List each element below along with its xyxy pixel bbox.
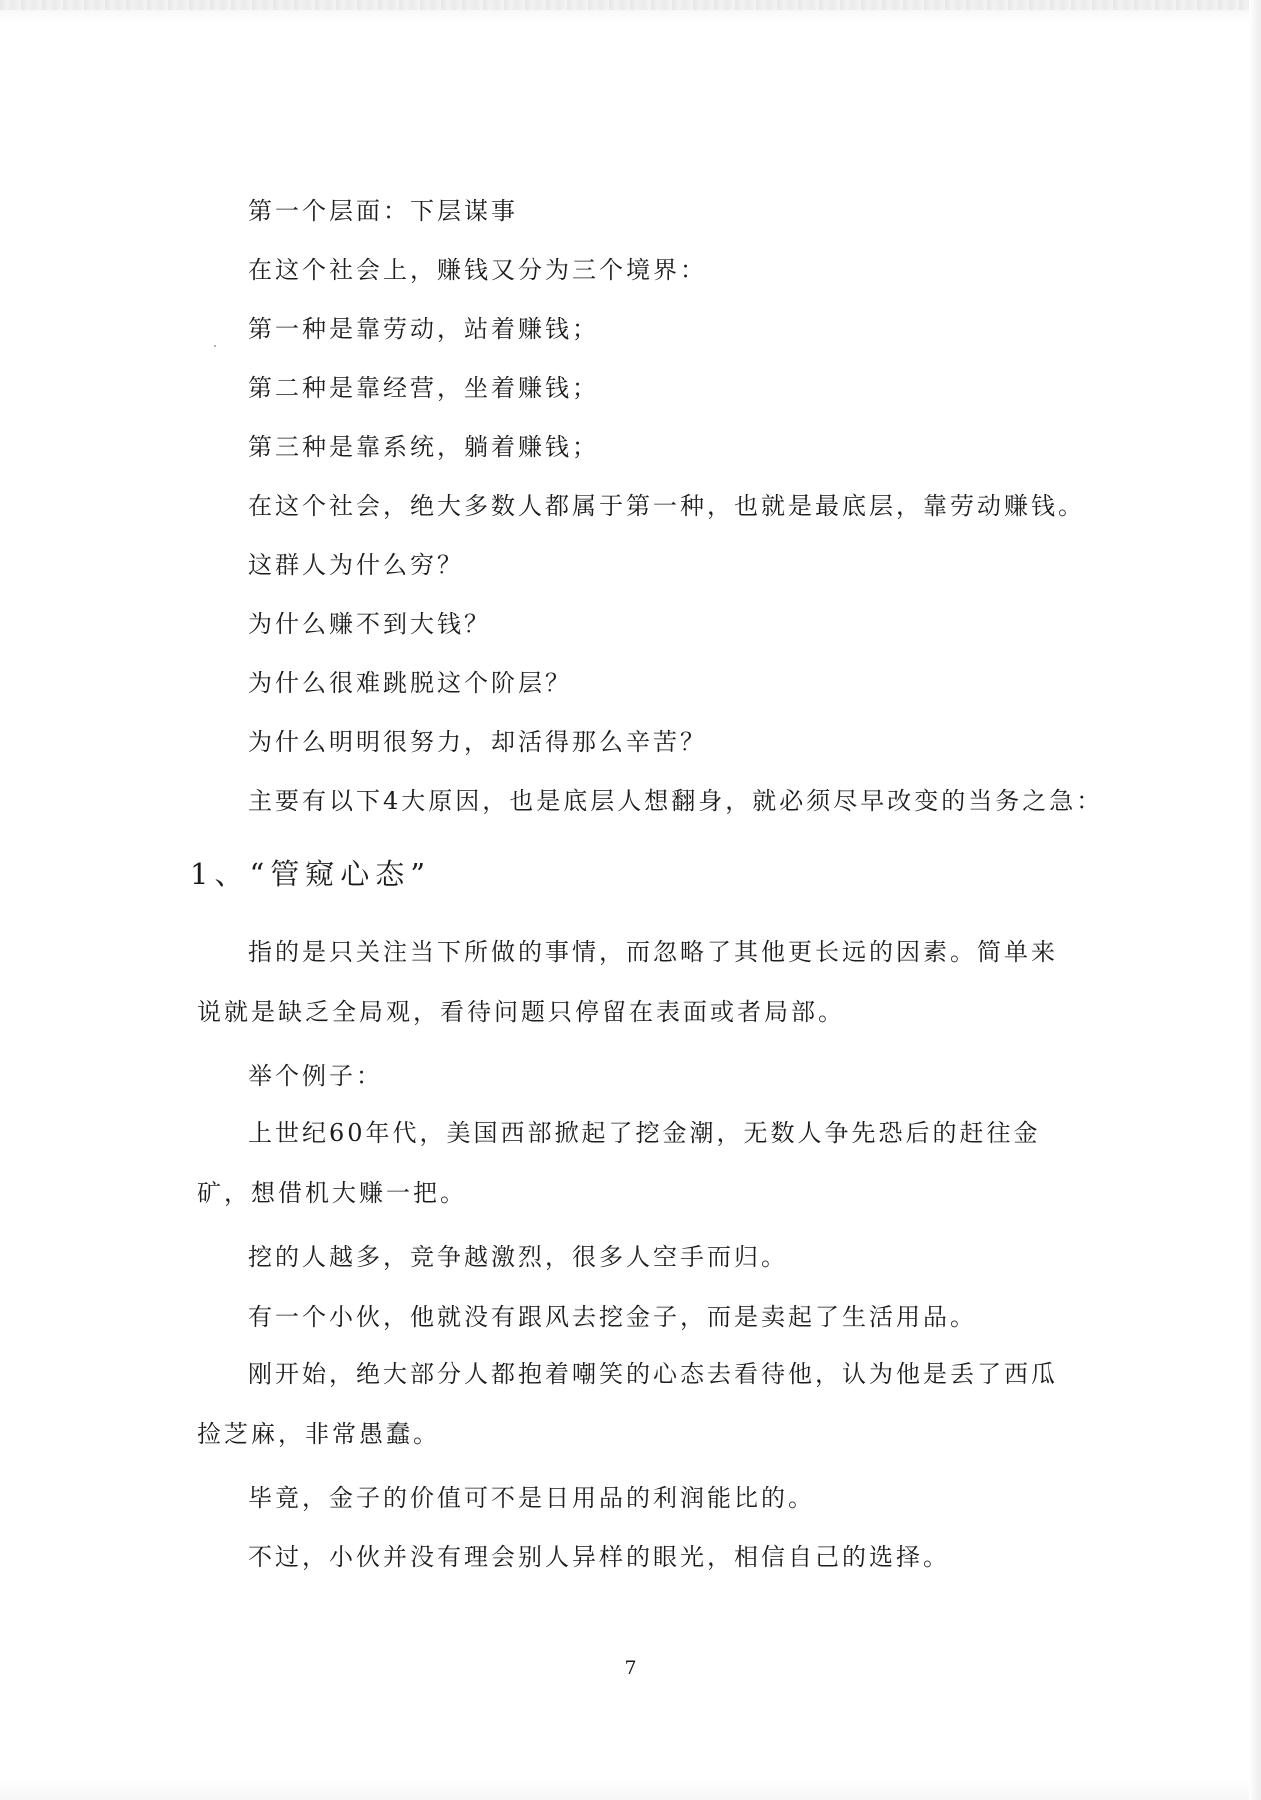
paragraph-text: 为什么赚不到大钱？ bbox=[248, 610, 491, 638]
scan-speck bbox=[214, 345, 216, 347]
paragraph-text: 不过，小伙并没有理会别人异样的眼光，相信自己的选择。 bbox=[248, 1543, 950, 1571]
paragraph-text: 为什么很难跳脱这个阶层？ bbox=[248, 669, 572, 697]
paragraph-text: 指的是只关注当下所做的事情，而忽略了其他更长远的因素。简单来说就是缺乏全局观，看待问题只停留在表面或者局部。 bbox=[197, 938, 1058, 1026]
paragraph-text: 有一个小伙，他就没有跟风去挖金子，而是卖起了生活用品。 bbox=[248, 1303, 977, 1331]
paragraph-text: 第一种是靠劳动，站着赚钱； bbox=[248, 315, 599, 343]
paragraph-text: 第三种是靠系统，躺着赚钱； bbox=[248, 433, 599, 461]
scan-top-edge bbox=[0, 0, 1261, 10]
paragraph-text: 在这个社会上，赚钱又分为三个境界： bbox=[248, 256, 707, 284]
paragraph-text: 这群人为什么穷？ bbox=[248, 551, 464, 579]
page-number: 7 bbox=[624, 1657, 637, 1679]
paragraph-text: 毕竟，金子的价值可不是日用品的利润能比的。 bbox=[248, 1484, 815, 1512]
paragraph-text: 举个例子： bbox=[248, 1062, 383, 1090]
subheading-lower-level: 第一个层面：下层谋事 bbox=[248, 197, 518, 225]
paragraph-text: 为什么明明很努力，却活得那么辛苦？ bbox=[248, 728, 707, 756]
paragraph-text: 挖的人越多，竞争越激烈，很多人空手而归。 bbox=[248, 1243, 788, 1271]
paragraph-text: 第二种是靠经营，坐着赚钱； bbox=[248, 374, 599, 402]
paragraph-text: 主要有以下4大原因，也是底层人想翻身，就必须尽早改变的当务之急： bbox=[248, 787, 1104, 815]
section-heading: 1、“管窥心态” bbox=[190, 857, 432, 891]
scan-right-edge bbox=[1249, 0, 1261, 1800]
paragraph-text: 上世纪60年代，美国西部掀起了挖金潮，无数人争先恐后的赶往金矿，想借机大赚一把。 bbox=[197, 1119, 1041, 1207]
paragraph-text: 在这个社会，绝大多数人都属于第一种，也就是最底层，靠劳动赚钱。 bbox=[248, 492, 1085, 520]
paragraph-text: 刚开始，绝大部分人都抱着嘲笑的心态去看待他，认为他是丢了西瓜捡芝麻，非常愚蠢。 bbox=[197, 1360, 1058, 1448]
